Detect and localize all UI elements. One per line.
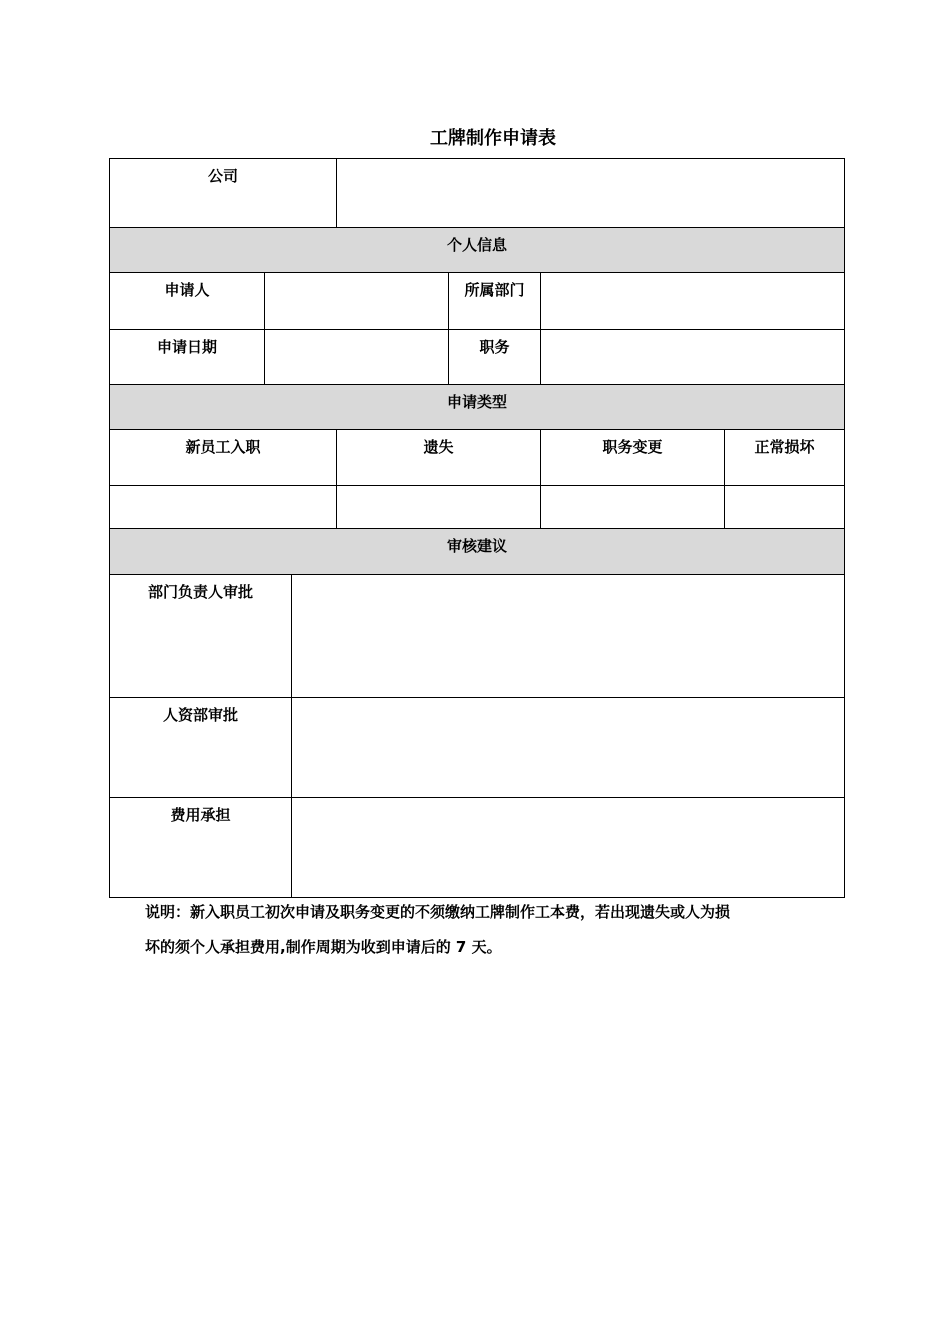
apply-date-value-cell[interactable] [265,330,448,384]
company-value-cell[interactable] [337,159,844,227]
section-review: 审核建议 [110,529,844,574]
type-lost-value-cell[interactable] [337,486,540,528]
company-label: 公司 [207,167,238,185]
dept-head-approval-value-cell[interactable] [292,575,844,697]
hr-approval-value-cell[interactable] [292,698,844,797]
type-position-change-value-cell[interactable] [541,486,724,528]
applicant-value-cell[interactable] [265,273,448,329]
section-personal-info: 个人信息 [110,228,844,272]
type-new-hire-label: 新员工入职 [185,438,261,456]
type-position-change-label: 职务变更 [602,438,663,456]
type-damage-label: 正常损坏 [754,438,815,456]
cost-bearing-value-cell[interactable] [292,798,844,897]
position-value-cell[interactable] [541,330,844,384]
type-lost-label: 遗失 [423,438,454,456]
department-label: 所属部门 [464,281,525,299]
hr-approval-label: 人资部审批 [162,706,238,724]
application-form-table [109,158,845,898]
apply-date-label: 申请日期 [156,338,217,356]
type-new-hire-value-cell[interactable] [110,486,336,528]
department-value-cell[interactable] [541,273,844,329]
dept-head-approval-label: 部门负责人审批 [147,583,253,601]
position-label: 职务 [479,338,510,356]
applicant-label: 申请人 [164,281,210,299]
note-line-1: 说明：新入职员工初次申请及职务变更的不须缴纳工牌制作工本费，若出现遗失或人为损 [145,903,731,921]
section-application-type: 申请类型 [110,385,844,429]
type-damage-value-cell[interactable] [725,486,844,528]
cost-bearing-label: 费用承担 [170,806,231,824]
form-title: 工牌制作申请表 [430,128,556,149]
note-line-2: 坏的须个人承担费用,制作周期为收到申请后的 7 天。 [145,938,502,956]
